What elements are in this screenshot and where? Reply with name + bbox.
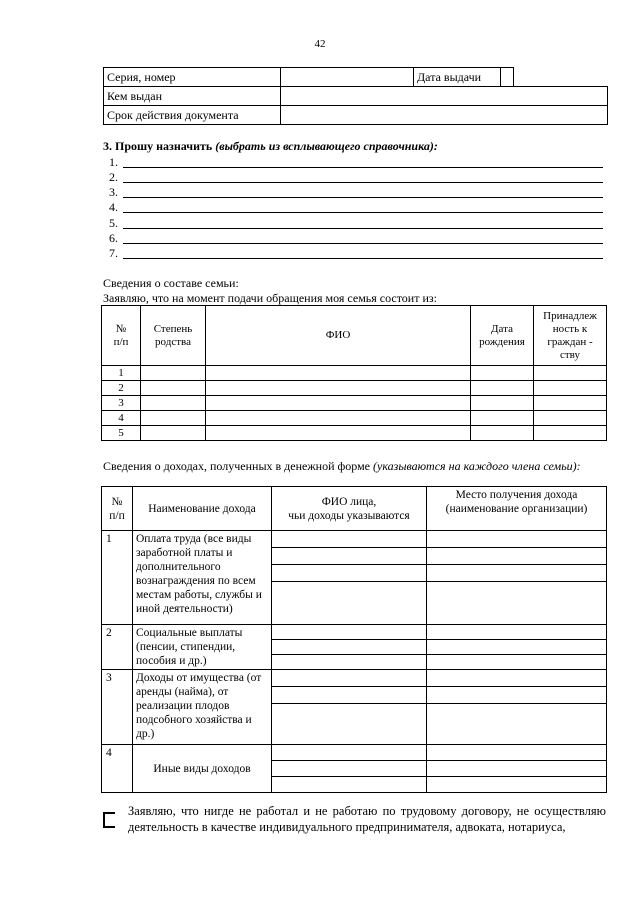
cell[interactable] (141, 411, 206, 426)
cell[interactable] (427, 670, 607, 687)
table-row (102, 745, 607, 761)
cell[interactable] (141, 396, 206, 411)
request-line-4[interactable] (103, 200, 603, 215)
request-line-6[interactable] (103, 231, 603, 246)
col-line: (наименование организации) (445, 503, 588, 515)
col-line: п/п (109, 509, 125, 522)
request-line-number: 6. (109, 231, 118, 245)
request-line-2[interactable] (103, 170, 603, 185)
spacer-cell (514, 68, 608, 87)
cell[interactable] (272, 687, 427, 704)
income-name: Оплата труда (все виды заработной платы и дополнительного вознаграждения по всем местам работы, службы и иной деятельности) (133, 531, 272, 625)
request-title (103, 139, 438, 154)
request-line-number: 5. (109, 216, 118, 230)
table-row (102, 625, 607, 640)
family-statement: Заявляю, что на момент подачи обращения моя семья состоит из: (103, 291, 437, 305)
request-line-number: 2. (109, 170, 118, 184)
cell[interactable] (272, 531, 427, 548)
cell[interactable] (206, 411, 471, 426)
cell[interactable] (471, 396, 534, 411)
cell[interactable] (427, 687, 607, 704)
cell[interactable] (427, 777, 607, 793)
request-line-5[interactable] (103, 216, 603, 231)
request-line-number: 4. (109, 200, 118, 214)
cell[interactable] (534, 396, 607, 411)
row-number: 4 (102, 745, 133, 793)
table-row (102, 396, 607, 411)
cell[interactable] (427, 531, 607, 548)
cell[interactable] (534, 381, 607, 396)
income-name: Доходы от имущества (от аренды (найма), от реализации плодов подсобного хозяйства и др.) (133, 670, 272, 745)
cell[interactable] (206, 396, 471, 411)
cell[interactable] (427, 625, 607, 640)
issued-by-label: Кем выдан (104, 87, 281, 106)
cell[interactable] (534, 366, 607, 381)
row-number: 1 (102, 366, 141, 381)
cell[interactable] (471, 411, 534, 426)
cell[interactable] (534, 411, 607, 426)
income-name: Иные виды доходов (133, 745, 272, 793)
declaration-checkbox[interactable] (103, 812, 115, 828)
income-col-num (102, 487, 133, 531)
issue-date-field[interactable] (501, 68, 514, 87)
table-row (102, 411, 607, 426)
row-number: 3 (102, 396, 141, 411)
income-title-plain: Сведения о доходах, полученных в денежной форме (103, 459, 371, 473)
issued-by-field[interactable] (281, 87, 608, 106)
family-col-fio: ФИО (206, 306, 471, 366)
cell[interactable] (141, 366, 206, 381)
cell[interactable] (206, 426, 471, 441)
validity-label: Срок действия документа (104, 106, 281, 125)
request-title-bold: 3. Прошу назначить (103, 139, 213, 153)
col-line: граждан - (547, 335, 593, 348)
row-number: 3 (102, 670, 133, 745)
cell[interactable] (427, 655, 607, 670)
cell[interactable] (272, 777, 427, 793)
cell[interactable] (427, 704, 607, 745)
request-title-italic: (выбрать из всплывающего справочника): (215, 139, 438, 153)
row-number: 2 (102, 381, 141, 396)
col-line: родства (155, 335, 191, 348)
cell[interactable] (272, 625, 427, 640)
document-table (103, 67, 608, 125)
table-row (102, 426, 607, 441)
col-line: Принадлеж (543, 309, 597, 322)
family-col-relation (141, 306, 206, 366)
cell[interactable] (427, 548, 607, 565)
declaration-text: Заявляю, что нигде не работал и не работаю по трудовому договору, не осуществляю деятельность в качестве индивидуального предпринимателя, адвоката, нотариуса, (128, 804, 606, 834)
family-table (101, 305, 607, 441)
family-col-birth (471, 306, 534, 366)
series-label: Серия, номер (104, 68, 281, 87)
col-line: № (111, 495, 123, 508)
income-title-italic: (указываются на каждого члена семьи): (373, 459, 581, 473)
cell[interactable] (427, 745, 607, 761)
table-row (102, 381, 607, 396)
col-line: ФИО лица, (321, 495, 377, 508)
cell[interactable] (272, 761, 427, 777)
income-title (103, 459, 606, 474)
table-row (102, 531, 607, 548)
cell[interactable] (206, 366, 471, 381)
cell[interactable] (471, 426, 534, 441)
issue-date-label: Дата выдачи (414, 68, 501, 87)
cell[interactable] (272, 640, 427, 655)
cell[interactable] (427, 582, 607, 625)
col-line: ность к (552, 322, 588, 335)
col-line: рождения (479, 335, 525, 348)
row-number: 1 (102, 531, 133, 625)
family-col-num (102, 306, 141, 366)
family-col-citizenship (534, 306, 607, 366)
request-line-number: 3. (109, 185, 118, 199)
income-name: Социальные выплаты (пенсии, стипендии, пособия и др.) (133, 625, 272, 670)
page-number: 42 (314, 38, 326, 50)
cell[interactable] (272, 745, 427, 761)
col-line: п/п (113, 335, 129, 348)
request-line-number: 1. (109, 155, 118, 169)
income-col-name: Наименование дохода (133, 487, 272, 531)
col-line: № (115, 322, 127, 335)
cell[interactable] (471, 381, 534, 396)
request-line-7[interactable] (103, 246, 603, 261)
cell[interactable] (272, 548, 427, 565)
validity-field[interactable] (281, 106, 608, 125)
income-col-place (427, 487, 607, 531)
cell[interactable] (272, 582, 427, 625)
row-number: 4 (102, 411, 141, 426)
request-line-3[interactable] (103, 185, 603, 200)
request-line-number: 7. (109, 246, 118, 260)
table-row (102, 366, 607, 381)
cell[interactable] (206, 381, 471, 396)
income-col-person (272, 487, 427, 531)
col-line: чьи доходы указываются (288, 509, 410, 522)
table-row (102, 670, 607, 687)
row-number: 2 (102, 625, 133, 670)
col-line: ству (559, 348, 580, 361)
col-line: Степень (153, 322, 193, 335)
cell[interactable] (471, 366, 534, 381)
cell[interactable] (272, 670, 427, 687)
cell[interactable] (427, 761, 607, 777)
cell[interactable] (141, 381, 206, 396)
cell[interactable] (534, 426, 607, 441)
request-line-1[interactable] (103, 155, 603, 170)
col-line: Место получения дохода (455, 489, 578, 501)
cell[interactable] (272, 655, 427, 670)
series-field[interactable] (281, 68, 414, 87)
cell[interactable] (272, 704, 427, 745)
cell[interactable] (427, 565, 607, 582)
cell[interactable] (272, 565, 427, 582)
family-heading: Сведения о составе семьи: (103, 276, 239, 290)
row-number: 5 (102, 426, 141, 441)
cell[interactable] (427, 640, 607, 655)
col-line: Дата (491, 322, 513, 335)
cell[interactable] (141, 426, 206, 441)
income-table (101, 486, 607, 793)
